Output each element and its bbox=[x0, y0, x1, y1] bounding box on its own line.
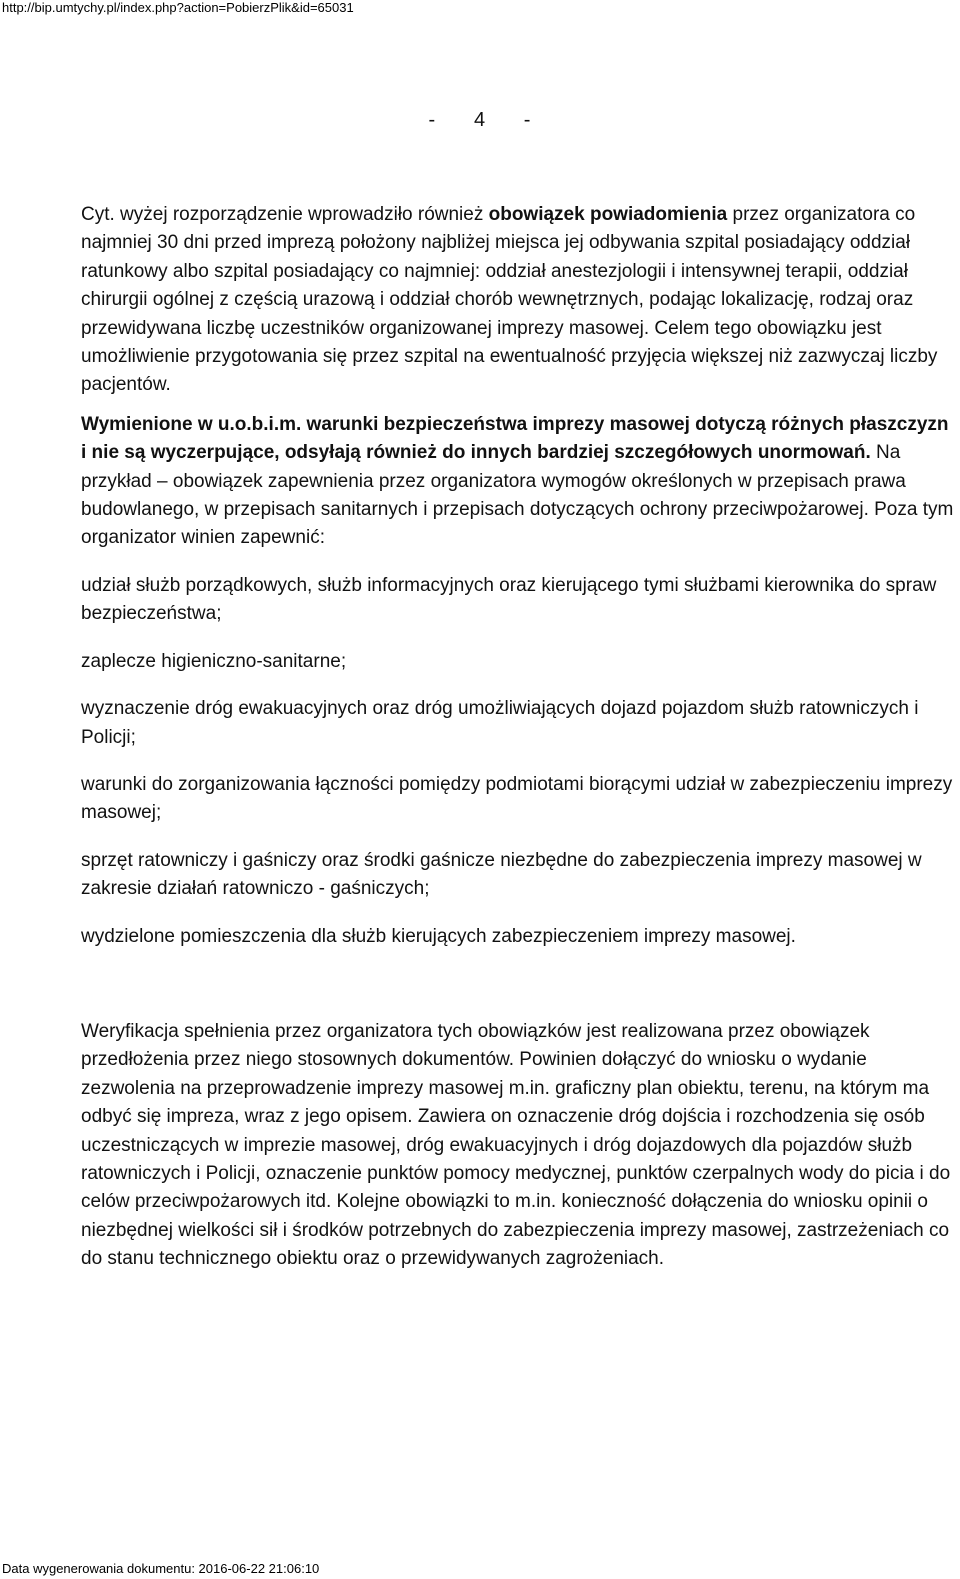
spacer bbox=[81, 752, 959, 771]
paragraph-bold-text: Wymienione w u.o.b.i.m. warunki bezpieczeństwa imprezy masowej dotyczą różnych płaszczyzn i nie są wyczerpujące, odsyłają również do innych bardziej szczegółowych unormowań. bbox=[81, 413, 949, 464]
list-item: wydzielone pomieszczenia dla służb kierujących zabezpieczeniem imprezy masowej. bbox=[81, 925, 796, 947]
source-url: http://bip.umtychy.pl/index.php?action=PobierzPlik&id=65031 bbox=[2, 0, 354, 15]
paragraph-verification: Weryfikacja spełnienia przez organizatora tych obowiązków jest realizowana przez obowiązek przedłożenia przez niego stosownych dokumentów. Powinien dołączyć do wniosku o wydanie zezwolenia na przeprowadzenie imprezy masowej m.in. graficzny plan obiektu, terenu, na którym ma odbyć się impreza, wraz z jego opisem. Zawiera on oznaczenie dróg dojścia i rozchodzenia się osób uczestniczących w imprezie masowej, dróg ewakuacyjnych i dróg dojazdowych dla pojazdów służb ratowniczych i Policji, oznaczenie punktów pomocy medycznej, punktów czerpalnych wody do picia i do celów przeciwpożarowych itd. Kolejne obowiązki to m.in. konieczność dołączenia do wniosku opinii o niezbędnej wielkości sił i środków potrzebnych do zabezpieczenia imprezy masowej, zastrzeżeniach co do stanu technicznego obiektu oraz o przewidywanych zagrożeniach. bbox=[81, 1020, 951, 1270]
list-item: wyznaczenie dróg ewakuacyjnych oraz dróg umożliwiających dojazd pojazdom służb ratowniczych i Policji; bbox=[81, 698, 919, 748]
paragraph-safety-conditions bbox=[81, 411, 959, 553]
generation-date: Data wygenerowania dokumentu: 2016-06-22 21:06:10 bbox=[2, 1561, 320, 1576]
spacer bbox=[81, 629, 959, 648]
spacer bbox=[81, 904, 959, 923]
paragraph-bold-text: obowiązek powiadomienia bbox=[488, 204, 728, 225]
list-item: sprzęt ratowniczy i gaśniczy oraz środki gaśnicze niezbędne do zabezpieczenia imprezy masowej w zakresie działań ratowniczo - gaśniczych; bbox=[81, 849, 922, 900]
paragraph-text: Cyt. wyżej rozporządzenie wprowadziło również bbox=[81, 204, 489, 225]
list-item: warunki do zorganizowania łączności pomiędzy podmiotami biorącymi udział w zabezpieczeniu imprezy masowej; bbox=[81, 773, 953, 824]
list-item: zaplecze higieniczno-sanitarne; bbox=[81, 650, 347, 672]
page-number-left-dash: - bbox=[428, 109, 437, 131]
list-item: udział służb porządkowych, służb informacyjnych oraz kierującego tymi służbami kierownika do spraw bezpieczeństwa; bbox=[81, 574, 937, 625]
spacer bbox=[81, 828, 959, 847]
paragraph-notification-duty bbox=[81, 201, 959, 400]
spacer bbox=[81, 676, 959, 695]
paragraph-text: przez organizatora co najmniej 30 dni przed imprezą położony najbliżej miejsca jej odbywania szpital posiadający oddział ratunkowy albo szpital posiadający co najmniej: oddział anestezjologii i intensywnej terapii, oddział chirurgii ogólnej z częścią urazową i oddział chorób wewnętrznych, podając lokalizację, rodzaj oraz przewidywana liczbę uczestników organizowanej imprezy masowej. Celem tego obowiązku jest umożliwienie przygotowania się przez szpital na ewentualność przyjęcia większej niż zazwyczaj liczby pacjentów. bbox=[81, 204, 938, 396]
page-number-right-dash: - bbox=[523, 109, 532, 131]
document-body bbox=[81, 201, 959, 1274]
spacer bbox=[81, 951, 959, 1018]
spacer bbox=[81, 400, 959, 411]
page-number-value: 4 bbox=[473, 109, 487, 131]
page-number bbox=[0, 107, 960, 133]
spacer bbox=[81, 553, 959, 572]
paragraph-text: Na przykład – obowiązek zapewnienia przez organizatora wymogów określonych w przepisach prawa budowlanego, w przepisach sanitarnych i przepisach dotyczących ochrony przeciwpożarowej. Poza tym organizator winien zapewnić: bbox=[81, 442, 954, 549]
